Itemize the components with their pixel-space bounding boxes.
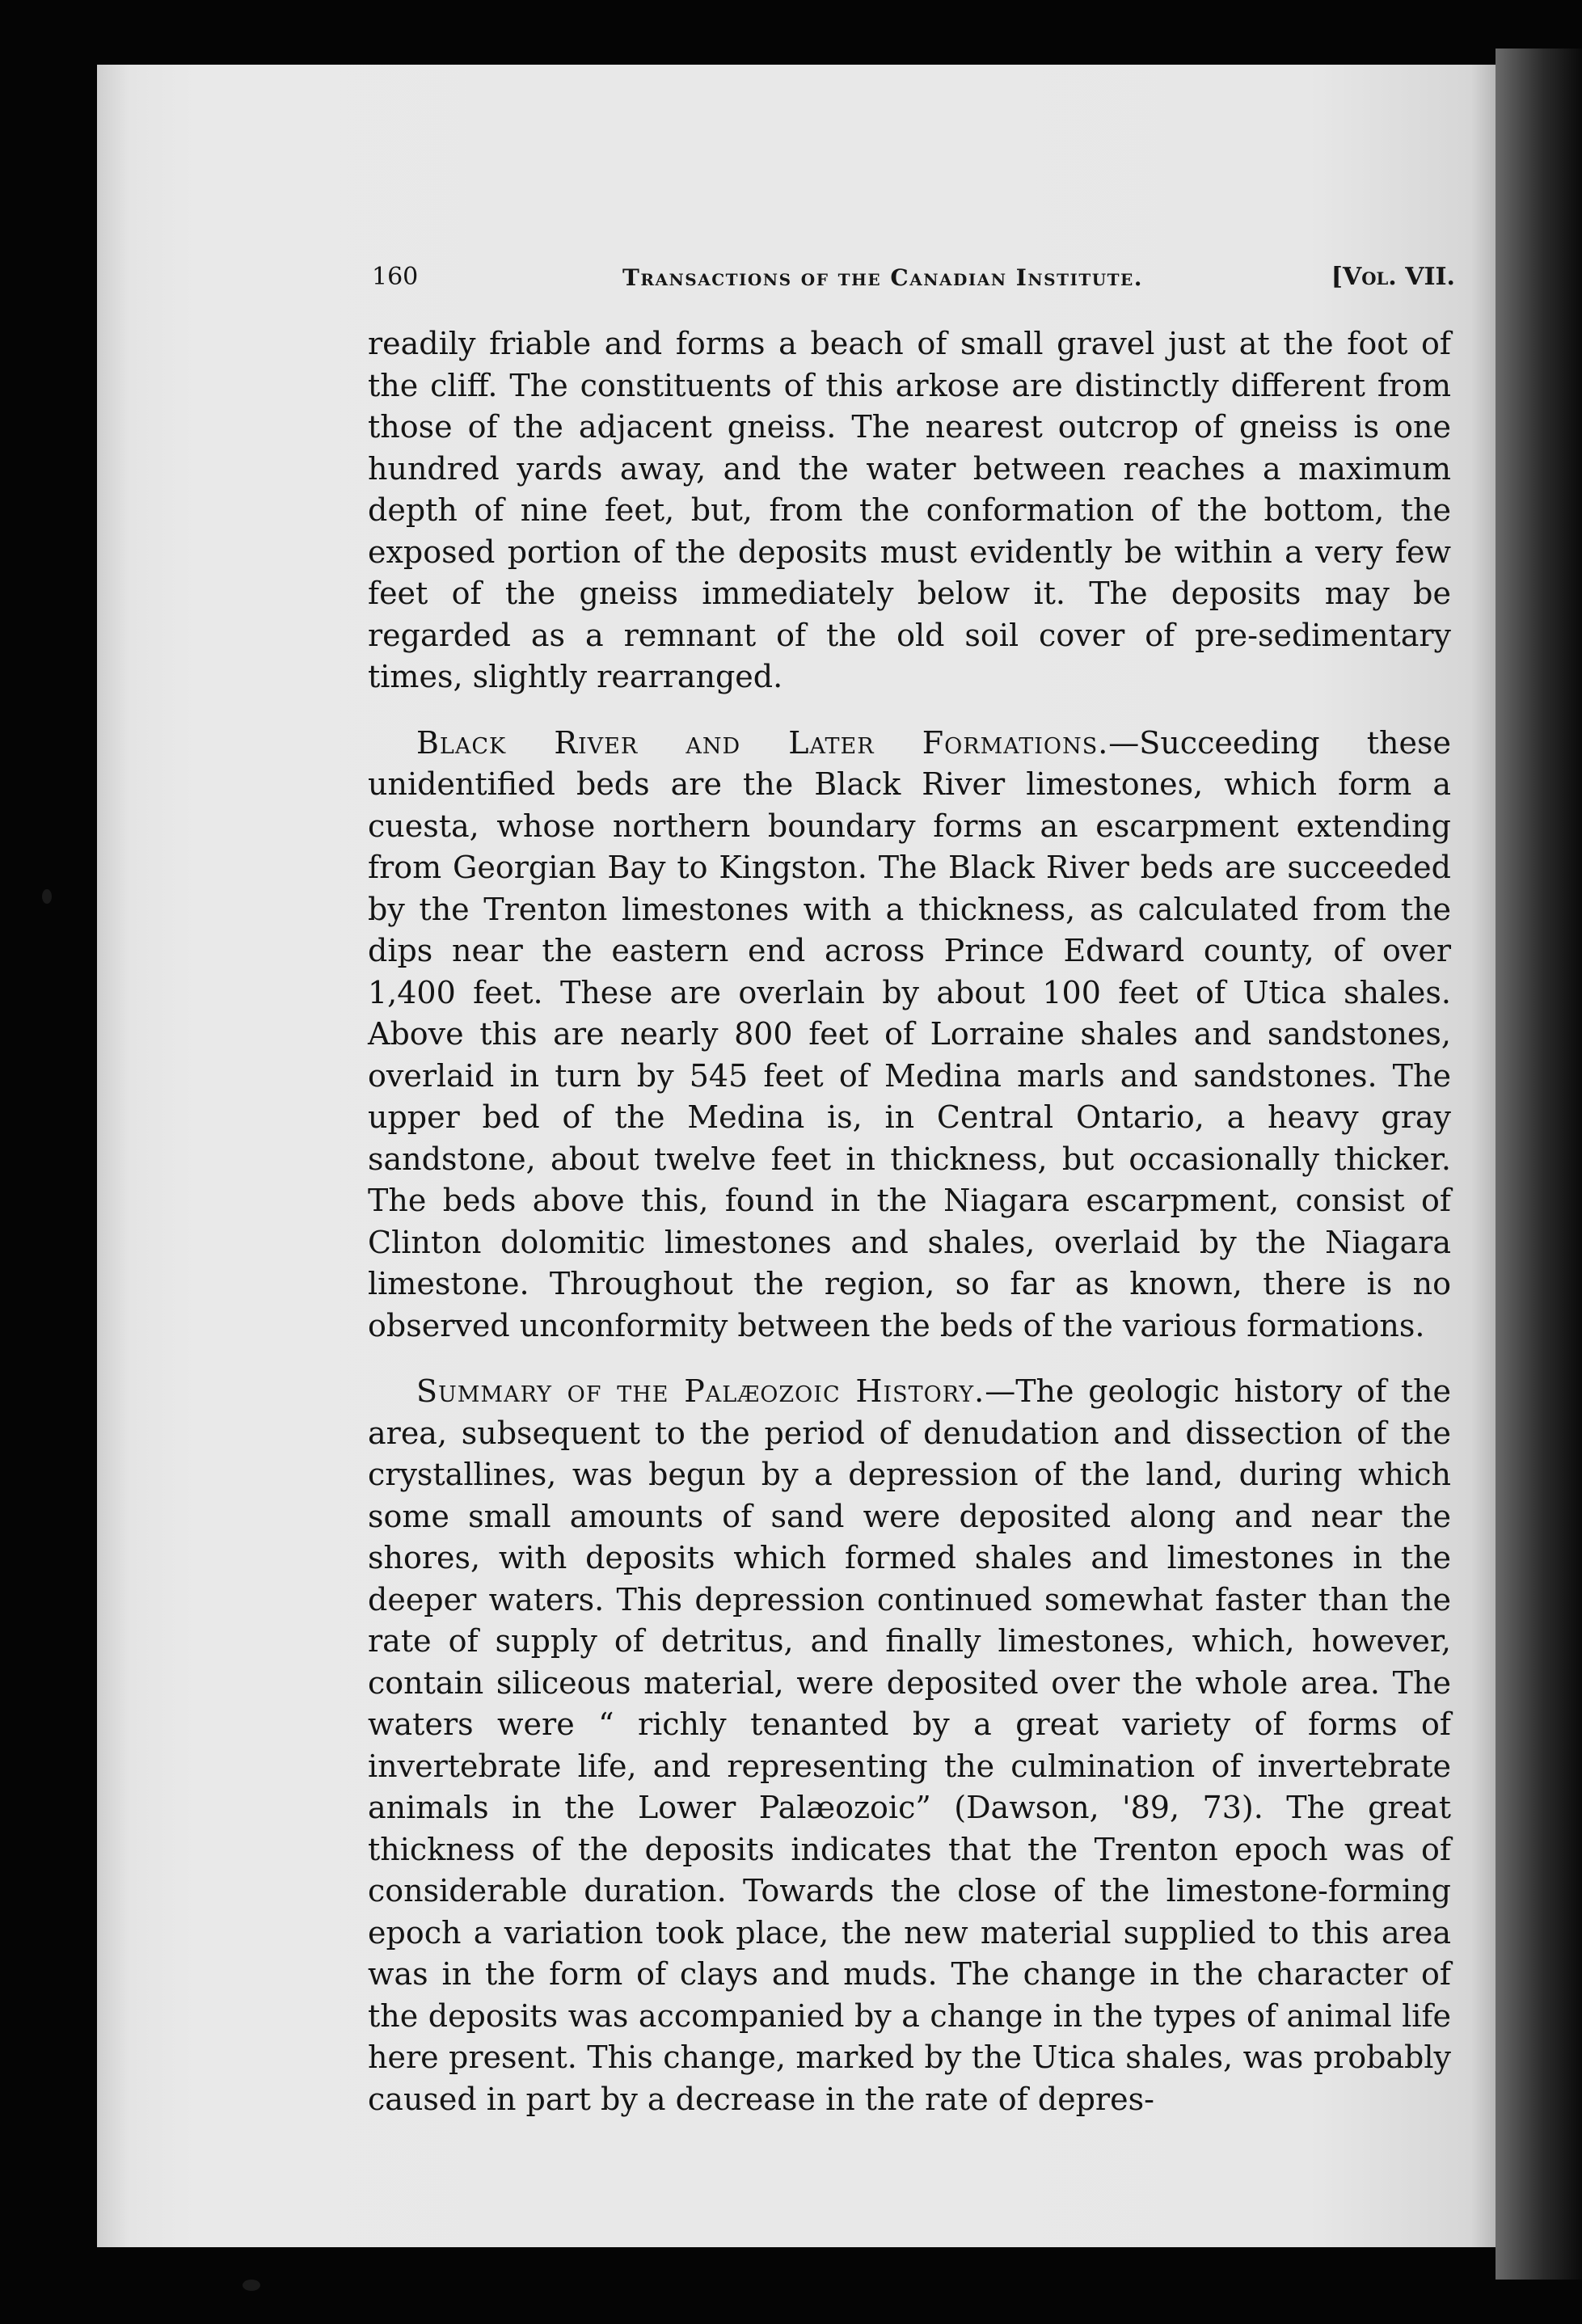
section-heading: Black River and Later Formations. xyxy=(416,724,1109,761)
page-number: 160 xyxy=(372,263,419,291)
page-edge-shadow xyxy=(1496,49,1582,2280)
paragraph-text: readily friable and forms a beach of small gravel just at the foot of the cliff. The constituents of this arkose are distinctly different from those of the adjacent gneiss. The nearest outcrop of gneiss is one hundred yards away, and the water between reaches a maximum depth of nine feet, but, from the conformation of the bottom, the exposed portion of the deposits must evidently be within a very few feet of the gneiss immediately below it. The deposits may be regarded as a remnant of the old soil cover of pre-sedimentary times, slightly rearranged. xyxy=(368,326,1451,694)
paragraph xyxy=(368,723,1451,1348)
running-header xyxy=(372,263,1455,295)
paragraph-text: —The geologic history of the area, subsequent to the period of denudation and dissection of the crystallines, was begun by a depression of the land, during which some small amounts of sand were deposited along and near the shores, with deposits which formed shales and limestones in the deeper waters. This depression continued somewhat faster than the rate of supply of detritus, and finally limestones, which, however, contain siliceous material, were deposited over the whole area. The waters were “ richly tenanted by a great variety of forms of invertebrate life, and representing the culmination of invertebrate animals in the Lower Palæozoic” (Dawson, '89, 73). The great thickness of the deposits indicates that the Trenton epoch was of considerable duration. Towards the close of the limestone-forming epoch a variation took place, the new material supplied to this area was in the form of clays and muds. The change in the character of the deposits was accompanied by a change in the types of animal life here present. This change, marked by the Utica shales, was probably caused in part by a decrease in the rate of depres- xyxy=(368,1373,1451,2117)
body-text xyxy=(368,323,1451,2120)
scan-speck xyxy=(243,2280,260,2291)
section-heading: Summary of the Palæozoic History. xyxy=(416,1373,985,1409)
paragraph xyxy=(368,1371,1451,2120)
volume-label: [Vol. VII. xyxy=(1331,263,1455,291)
scan-speck xyxy=(42,889,52,904)
running-title: Transactions of the Canadian Institute. xyxy=(622,264,1144,291)
paragraph-text: —Succeeding these unidentified beds are the Black River limestones, which form a cuesta, whose northern boundary forms an escarpment extending from Georgian Bay to Kingston. The Black River beds are succeeded by the Trenton limestones with a thickness, as calculated from the dips near the eastern end across Prince Edward county, of over 1,400 feet. These are overlain by about 100 feet of Utica shales. Above this are nearly 800 feet of Lorraine shales and sandstones, overlaid in turn by 545 feet of Medina marls and sandstones. The upper bed of the Medina is, in Central Ontario, a heavy gray sandstone, about twelve feet in thickness, but occasionally thicker. The beds above this, found in the Niagara escarpment, consist of Clinton dolomitic limestones and shales, overlaid by the Niagara limestone. Throughout the region, so far as known, there is no observed unconformity between the beds of the various formations. xyxy=(368,724,1451,1343)
paragraph xyxy=(368,323,1451,698)
